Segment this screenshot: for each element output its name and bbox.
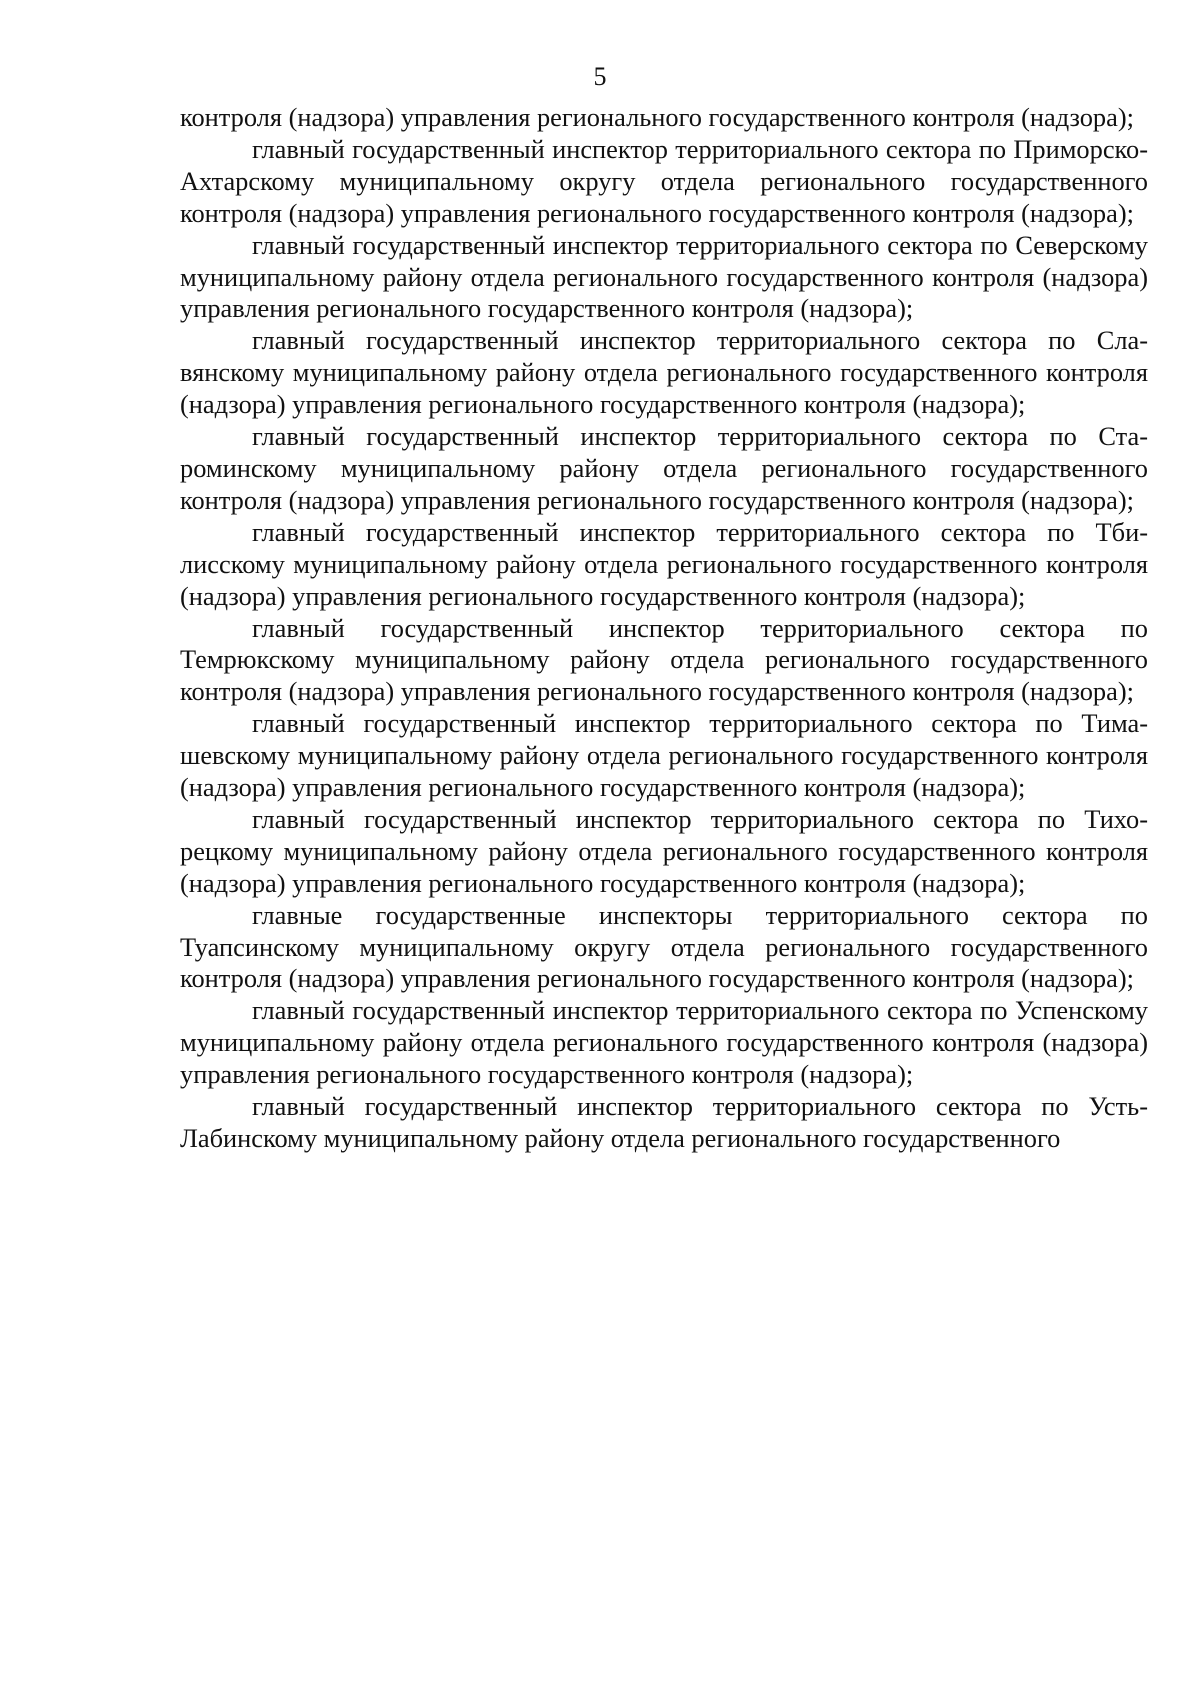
paragraph-uspensky: главный государственный инспектор территориального сектора по Успенскому муниципальному району отдела регионального государственного контроля (надзора) управления регионального государственного контроля (надзора); bbox=[180, 995, 1148, 1090]
paragraph-temryuksky: главный государственный инспектор территориального сектора по Темрюкскому муниципальному району отдела регионального государственного контроля (надзора) управления регионального государственного контроля (надзора); bbox=[180, 612, 1148, 707]
document-body bbox=[180, 102, 1148, 1155]
paragraph-primorsko-akhtarsky: главный государственный инспектор территориального сектора по Приморско-Ахтарскому муниципальному округу отдела регионального государственного контроля (надзора) управления регионального государственного контроля (надзора); bbox=[180, 133, 1148, 228]
paragraph-tikhoretsky: главный государственный инспектор территориального сектора по Тихорецкому муниципальному району отдела регионального государственного контроля (надзора) управления регионального государственного контроля (надзора); bbox=[180, 803, 1148, 898]
paragraph-seversky: главный государственный инспектор территориального сектора по Северскому муниципальному району отдела регионального государственного контроля (надзора) управления регионального государственного контроля (надзора); bbox=[180, 229, 1148, 324]
paragraph-ust-labinsky: главный государственный инспектор территориального сектора по Усть-Лабинскому муниципальному району отдела регионального государственного bbox=[180, 1091, 1148, 1153]
paragraph-starominsky: главный государственный инспектор территориального сектора по Староминскому муниципальному району отдела регионального государственного контроля (надзора) управления регионального государственного контроля (надзора); bbox=[180, 421, 1148, 515]
paragraph-continuation: контроля (надзора) управления регионального государственного контроля (надзора); bbox=[180, 102, 1134, 132]
paragraph-tuapsinsky: главные государственные инспекторы территориального сектора по Туапсинскому муниципальному округу отдела регионального государственного контроля (надзора) управления регионального государственного контроля (надзора); bbox=[180, 899, 1148, 994]
paragraph-slavyansky: главный государственный инспектор территориального сектора по Славянскому муниципальному району отдела регионального государственного контроля (надзора) управления регионального государственного контроля (надзора); bbox=[180, 325, 1148, 420]
page-number: 5 bbox=[593, 62, 607, 91]
paragraph-timashevsky: главный государственный инспектор территориального сектора по Тимашевскому муниципальному району отдела регионального государственного контроля (надзора) управления регионального государственного контроля (надзора); bbox=[180, 708, 1148, 803]
paragraph-tbilissky: главный государственный инспектор территориального сектора по Тбилисскому муниципальному району отдела регионального государственного контроля (надзора) управления регионального государственного контроля (надзора); bbox=[180, 516, 1148, 611]
